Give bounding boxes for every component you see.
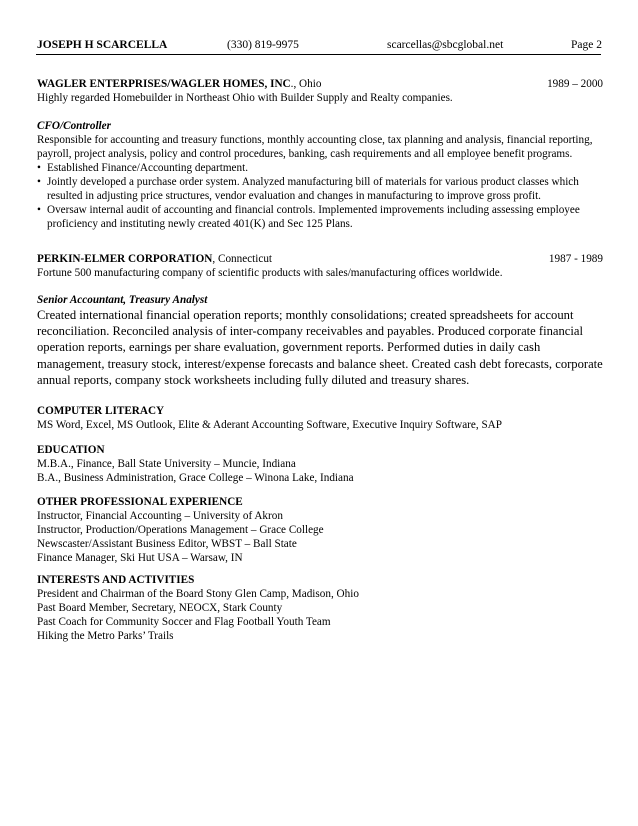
company-location: , Connecticut (212, 253, 273, 265)
company-name: PERKIN-ELMER CORPORATION (37, 253, 213, 265)
page-number: Page 2 (571, 39, 602, 51)
company-location: ., Ohio (290, 78, 322, 90)
other-experience-section (37, 495, 603, 565)
experience-item: Instructor, Production/Operations Management – Grace College (37, 524, 324, 536)
education-section (37, 443, 603, 485)
experience-item: Finance Manager, Ski Hut USA – Warsaw, IN (37, 552, 243, 564)
job-title: Senior Accountant, Treasury Analyst (37, 294, 208, 306)
company-description: Fortune 500 manufacturing company of scientific products with sales/manufacturing offices worldwide. (37, 267, 503, 279)
company-name: WAGLER ENTERPRISES/WAGLER HOMES, INC (37, 78, 291, 90)
job-heading (37, 252, 603, 266)
page-header (37, 38, 602, 52)
bullet-item: • Oversaw internal audit of accounting and financial controls. Implemented improvements including assessing employee proficiency and instituting newly created 401(K) and Sec 125 Plans. (37, 203, 603, 231)
job-title: CFO/Controller (37, 120, 111, 132)
interest-item: Past Board Member, Secretary, NEOCX, Stark County (37, 602, 283, 614)
header-name: JOSEPH H SCARCELLA (37, 39, 168, 51)
job-dates: 1989 – 2000 (547, 78, 603, 90)
job-perkin-elmer (37, 252, 603, 388)
experience-item: Instructor, Financial Accounting – University of Akron (37, 510, 283, 522)
interests-section (37, 573, 603, 643)
interest-item: Hiking the Metro Parks’ Trails (37, 630, 174, 642)
section-heading: COMPUTER LITERACY (37, 405, 165, 417)
company-description: Highly regarded Homebuilder in Northeast Ohio with Builder Supply and Realty companies. (37, 92, 453, 104)
job-dates: 1987 - 1989 (548, 253, 603, 265)
bullet-item: • Established Finance/Accounting department. (37, 161, 603, 175)
computer-literacy-section (37, 404, 603, 432)
header-email: scarcellas@sbcglobal.net (387, 39, 504, 51)
job-summary: Created international financial operation reports; monthly consolidations; created spreadsheets for account reconciliation. Reconciled analysis of inter-company receivables and payables. Produced corporate financial operation reports, earnings per share evaluation, government reports. Performed duties in daily cash management, treasury stock, interest/expense forecasts and balance sheet. Created cash debt forecasts, corporate annual reports, company stock worksheets including fully diluted and treasury shares. (37, 308, 603, 387)
experience-item: Newscaster/Assistant Business Editor, WBST – Ball State (37, 538, 297, 550)
interest-item: Past Coach for Community Soccer and Flag Football Youth Team (37, 616, 331, 628)
education-item: M.B.A., Finance, Ball State University – Muncie, Indiana (37, 458, 296, 470)
section-heading: INTERESTS AND ACTIVITIES (37, 574, 195, 586)
job-wagler (37, 77, 603, 231)
section-heading: EDUCATION (37, 444, 105, 456)
header-divider (36, 54, 601, 55)
education-item: B.A., Business Administration, Grace College – Winona Lake, Indiana (37, 472, 354, 484)
job-bullets (37, 161, 603, 231)
job-summary: Responsible for accounting and treasury functions, monthly accounting close, tax planning and analysis, financial reporting, payroll, project analysis, policy and control procedures, banking, cash requirements and all employee benefit programs. (37, 134, 593, 160)
header-phone: (330) 819-9975 (227, 39, 299, 51)
computer-skills: MS Word, Excel, MS Outlook, Elite & Aderant Accounting Software, Executive Inquiry Software, SAP (37, 419, 502, 431)
job-heading (37, 77, 603, 91)
interest-item: President and Chairman of the Board Stony Glen Camp, Madison, Ohio (37, 588, 359, 600)
section-heading: OTHER PROFESSIONAL EXPERIENCE (37, 496, 243, 508)
bullet-item: • Jointly developed a purchase order system. Analyzed manufacturing bill of materials for various product classes which resulted in adjusting price structures, vendor evaluation and changes in manufacturing to improve gross profit. (37, 175, 603, 203)
